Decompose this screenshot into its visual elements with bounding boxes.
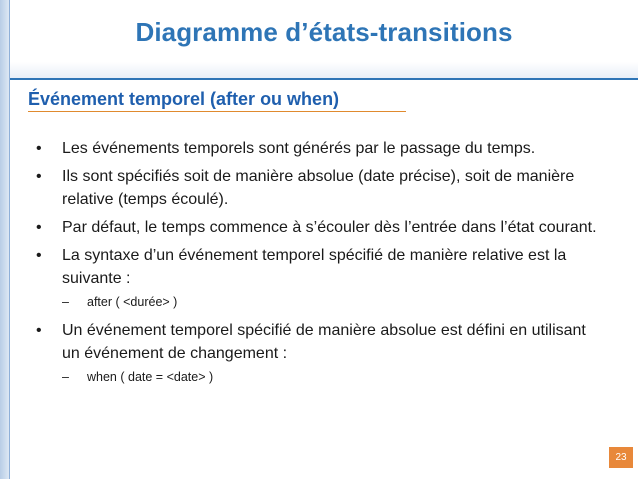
bullet-dot: •: [36, 247, 42, 264]
bullet-dot: •: [36, 219, 42, 236]
sub-bullet-item: [62, 293, 606, 311]
bullet-text: Un événement temporel spécifié de manière absolue est défini en utilisant un événement de changement :: [62, 322, 586, 362]
sub-bullet-dash: –: [62, 370, 69, 384]
bullet-item: [36, 244, 606, 311]
slide-subtitle: Événement temporel (after ou when): [28, 89, 340, 109]
bullet-text: Par défaut, le temps commence à s’écouler dès l’entrée dans l’état courant.: [62, 219, 597, 236]
left-decor-bar: [0, 0, 9, 479]
bullet-list: [36, 137, 606, 394]
title-band: [10, 62, 638, 79]
bullet-item: [36, 216, 606, 239]
sub-bullet-text: after ( <durée> ): [87, 295, 178, 309]
sub-bullet-item: [62, 368, 606, 386]
page-number-badge: 23: [609, 447, 633, 468]
slide-title: Diagramme d’états-transitions: [135, 17, 513, 47]
bullet-text: Ils sont spécifiés soit de manière absolue (date précise), soit de manière relative (temps écoulé).: [62, 168, 575, 208]
bullet-text: Les événements temporels sont générés par le passage du temps.: [62, 140, 536, 157]
bullet-item: [36, 319, 606, 386]
bullet-dot: •: [36, 322, 42, 339]
bullet-dot: •: [36, 140, 42, 157]
bullet-item: [36, 137, 606, 160]
sub-bullet-text: when ( date = <date> ): [87, 370, 214, 384]
bullet-text: La syntaxe d’un événement temporel spécifié de manière relative est la suivante :: [62, 247, 567, 287]
subtitle-underline: [28, 111, 406, 112]
bullet-item: [36, 165, 606, 211]
bullet-dot: •: [36, 168, 42, 185]
sub-bullet-dash: –: [62, 295, 69, 309]
title-divider: [10, 78, 638, 80]
